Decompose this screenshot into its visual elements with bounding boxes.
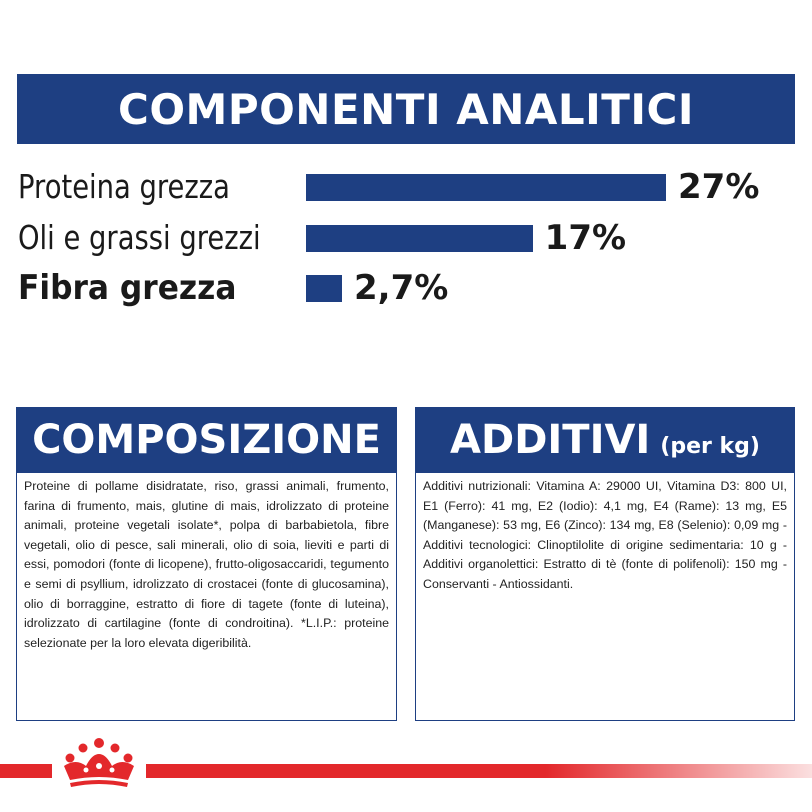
analytics-row-label: Proteina grezza [18, 167, 230, 206]
additives-title: ADDITIVI [450, 417, 651, 463]
analytics-bar [306, 275, 342, 302]
analytics-row-fats [0, 214, 812, 262]
analytics-row-protein [0, 163, 812, 211]
analytics-bar [306, 174, 666, 201]
footer-line-left [0, 764, 52, 778]
composition-title: COMPOSIZIONE [16, 407, 397, 473]
footer-line-right [146, 764, 812, 778]
analytics-row-value: 17% [544, 218, 627, 258]
analytics-title: COMPONENTI ANALITICI [17, 74, 795, 144]
analytics-row-value: 27% [678, 167, 760, 207]
analytics-row-fiber [0, 264, 812, 312]
analytics-row-label: Fibra grezza [18, 268, 237, 308]
analytics-row-value: 2,7% [354, 268, 449, 308]
additives-header [415, 407, 795, 473]
composition-text: Proteine di pollame disidratate, riso, grassi animali, frumento, farina di frumento, mais, glutine di mais, idrolizzato di proteine animali, proteine vegetali isolate*, polpa di barbabietola, fibre vegetali, olio di pesce, sali minerali, olio di soia, lieviti e parti di essi, pomodori (fonte di licopene), frutto-oligosaccaridi, tegumento e semi di psyllium, idrolizzato di crostacei (fonte di glucosamina), olio di borraggine, estratto di fiore di tagete (fonte di luteina), idrolizzato di cartilagine (fonte di condroitina). *L.I.P.: proteine selezionate per la loro elevata digeribilità. [16, 473, 397, 721]
analytics-bar [306, 225, 533, 252]
analytics-row-label: Oli e grassi grezzi [18, 218, 261, 257]
additives-text: Additivi nutrizionali: Vitamina A: 29000 UI, Vitamina D3: 800 UI, E1 (Ferro): 41 mg, E2 (Iodio): 4,1 mg, E4 (Rame): 13 mg, E5 (Manganese): 53 mg, E6 (Zinco): 134 mg, E8 (Selenio): 0,09 mg - Additivi tecnologici: Clinoptilolite di origine sedimentaria: 10 g - Additivi organolettici: Estratto di tè (fonte di polifenoli): 150 mg - Conservanti - Antiossidanti. [415, 473, 795, 721]
crown-logo-icon [56, 736, 142, 788]
additives-subtitle: (per kg) [660, 433, 760, 459]
